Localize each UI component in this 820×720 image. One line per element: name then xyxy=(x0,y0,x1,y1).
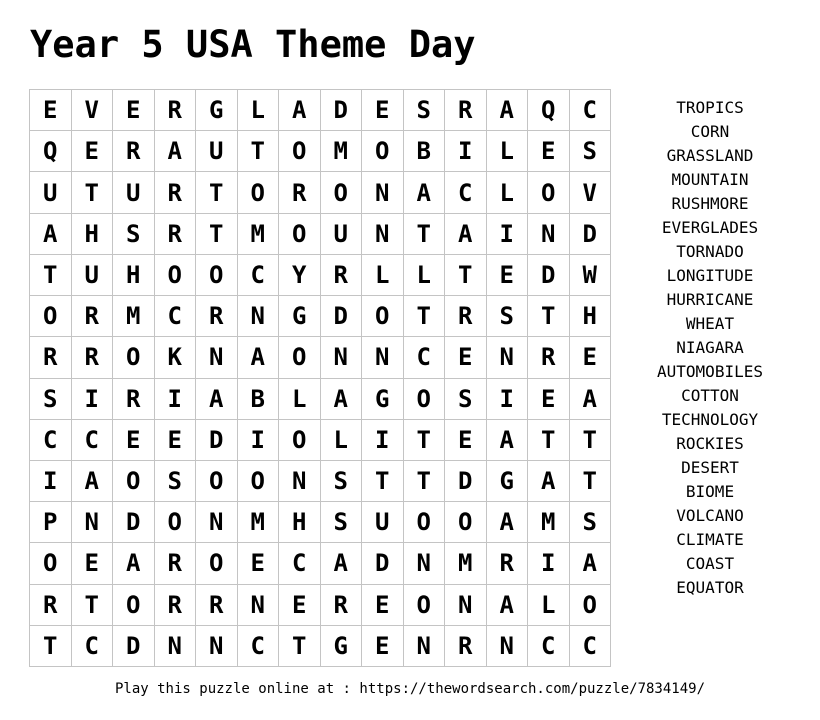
grid-cell[interactable]: T xyxy=(72,172,114,213)
grid-cell[interactable]: S xyxy=(487,296,529,337)
grid-cell[interactable]: O xyxy=(570,585,612,626)
grid-cell[interactable]: R xyxy=(321,255,363,296)
grid-cell[interactable]: A xyxy=(570,543,612,584)
grid-cell[interactable]: O xyxy=(404,379,446,420)
grid-cell[interactable]: I xyxy=(155,379,197,420)
word-list-item: EVERGLADES xyxy=(661,218,759,237)
grid-cell[interactable]: L xyxy=(487,131,529,172)
grid-cell[interactable]: E xyxy=(528,379,570,420)
grid-cell[interactable]: A xyxy=(155,131,197,172)
grid-cell[interactable]: I xyxy=(487,379,529,420)
grid-cell[interactable]: O xyxy=(362,296,404,337)
grid-cell[interactable]: T xyxy=(72,585,114,626)
grid-cell[interactable]: B xyxy=(404,131,446,172)
word-list-item: RUSHMORE xyxy=(671,194,749,213)
grid-cell[interactable]: A xyxy=(445,214,487,255)
word-list-item: CORN xyxy=(690,122,730,141)
grid-cell[interactable]: M xyxy=(238,214,280,255)
grid-cell[interactable]: L xyxy=(279,379,321,420)
grid-cell[interactable]: H xyxy=(113,255,155,296)
grid-cell[interactable]: L xyxy=(487,172,529,213)
word-list-item: WHEAT xyxy=(685,314,735,333)
grid-cell[interactable]: R xyxy=(30,337,72,378)
word-list-item: MOUNTAIN xyxy=(671,170,749,189)
grid-cell[interactable]: D xyxy=(362,543,404,584)
grid-cell[interactable]: S xyxy=(321,502,363,543)
grid-cell[interactable]: A xyxy=(404,172,446,213)
grid-cell[interactable]: H xyxy=(72,214,114,255)
grid-cell[interactable]: S xyxy=(30,379,72,420)
grid-cell[interactable]: O xyxy=(196,255,238,296)
grid-cell[interactable]: N xyxy=(238,296,280,337)
grid-cell[interactable]: N xyxy=(487,337,529,378)
word-list-item: VOLCANO xyxy=(676,506,744,525)
grid-cell[interactable]: L xyxy=(321,420,363,461)
grid-cell[interactable]: U xyxy=(196,131,238,172)
grid-cell[interactable]: D xyxy=(321,90,363,131)
word-list-item: COAST xyxy=(685,554,735,573)
grid-cell[interactable]: M xyxy=(113,296,155,337)
grid-cell[interactable]: N xyxy=(196,337,238,378)
grid-cell[interactable]: A xyxy=(196,379,238,420)
grid-cell[interactable]: C xyxy=(30,420,72,461)
grid-cell[interactable]: O xyxy=(196,461,238,502)
grid-cell[interactable]: O xyxy=(279,337,321,378)
grid-cell[interactable]: E xyxy=(362,626,404,667)
grid-cell[interactable]: U xyxy=(30,172,72,213)
grid-cell[interactable]: T xyxy=(362,461,404,502)
word-list-item: COTTON xyxy=(681,386,739,405)
grid-cell[interactable]: N xyxy=(528,214,570,255)
grid-cell[interactable]: C xyxy=(404,337,446,378)
grid-cell[interactable]: O xyxy=(30,543,72,584)
grid-cell[interactable]: T xyxy=(404,296,446,337)
grid-cell[interactable]: U xyxy=(113,172,155,213)
grid-cell[interactable]: T xyxy=(404,214,446,255)
grid-cell[interactable]: A xyxy=(279,90,321,131)
grid-cell[interactable]: N xyxy=(196,502,238,543)
grid-cell[interactable]: N xyxy=(487,626,529,667)
grid-cell[interactable]: M xyxy=(321,131,363,172)
grid-cell[interactable]: O xyxy=(113,585,155,626)
grid-cell[interactable]: T xyxy=(404,420,446,461)
grid-cell[interactable]: G xyxy=(362,379,404,420)
grid-cell[interactable]: S xyxy=(155,461,197,502)
grid-cell[interactable]: L xyxy=(238,90,280,131)
grid-cell[interactable]: C xyxy=(238,255,280,296)
grid-cell[interactable]: I xyxy=(72,379,114,420)
grid-cell[interactable]: R xyxy=(196,296,238,337)
puzzle-link[interactable]: https://thewordsearch.com/puzzle/7834149/ xyxy=(359,681,705,697)
grid-cell[interactable]: O xyxy=(30,296,72,337)
grid-cell[interactable]: O xyxy=(279,214,321,255)
grid-cell[interactable]: Q xyxy=(528,90,570,131)
grid-cell[interactable]: N xyxy=(362,337,404,378)
grid-cell[interactable]: A xyxy=(238,337,280,378)
grid-cell[interactable]: R xyxy=(113,379,155,420)
grid-cell[interactable]: G xyxy=(279,296,321,337)
grid-cell[interactable]: N xyxy=(72,502,114,543)
grid-cell[interactable]: N xyxy=(404,543,446,584)
grid-cell[interactable]: R xyxy=(113,131,155,172)
grid-cell[interactable]: G xyxy=(487,461,529,502)
grid-cell[interactable]: N xyxy=(321,337,363,378)
grid-cell[interactable]: T xyxy=(30,626,72,667)
grid-cell[interactable]: O xyxy=(445,502,487,543)
grid-cell[interactable]: E xyxy=(487,255,529,296)
grid-cell[interactable]: L xyxy=(362,255,404,296)
grid-cell[interactable]: M xyxy=(238,502,280,543)
grid-cell[interactable]: R xyxy=(445,90,487,131)
grid-cell[interactable]: E xyxy=(445,337,487,378)
grid-cell[interactable]: N xyxy=(362,172,404,213)
grid-cell[interactable]: N xyxy=(362,214,404,255)
grid-cell[interactable]: A xyxy=(30,214,72,255)
grid-cell[interactable]: A xyxy=(487,420,529,461)
grid-cell[interactable]: O xyxy=(404,585,446,626)
grid-cell[interactable]: Q xyxy=(30,131,72,172)
grid-cell[interactable]: A xyxy=(321,379,363,420)
grid-cell[interactable]: E xyxy=(113,90,155,131)
word-list-item: TORNADO xyxy=(676,242,744,261)
grid-cell[interactable]: T xyxy=(279,626,321,667)
grid-cell[interactable]: R xyxy=(72,337,114,378)
word-list-item: BIOME xyxy=(685,482,735,501)
grid-cell[interactable]: T xyxy=(445,255,487,296)
grid-cell[interactable]: D xyxy=(113,502,155,543)
word-list-item: NIAGARA xyxy=(676,338,744,357)
grid-cell[interactable]: D xyxy=(196,420,238,461)
grid-cell[interactable]: U xyxy=(321,214,363,255)
grid-cell[interactable]: A xyxy=(72,461,114,502)
grid-cell[interactable]: O xyxy=(528,172,570,213)
grid-cell[interactable]: O xyxy=(155,255,197,296)
grid-cell[interactable]: B xyxy=(238,379,280,420)
grid-cell[interactable]: T xyxy=(238,131,280,172)
grid-cell[interactable]: C xyxy=(238,626,280,667)
grid-cell[interactable]: I xyxy=(362,420,404,461)
grid-cell[interactable]: S xyxy=(445,379,487,420)
grid-cell[interactable]: E xyxy=(362,585,404,626)
grid-cell[interactable]: E xyxy=(528,131,570,172)
grid-cell[interactable]: R xyxy=(487,543,529,584)
grid-cell[interactable]: L xyxy=(404,255,446,296)
grid-cell[interactable]: G xyxy=(196,90,238,131)
grid-cell[interactable]: S xyxy=(404,90,446,131)
grid-cell[interactable]: O xyxy=(196,543,238,584)
grid-cell[interactable]: O xyxy=(362,131,404,172)
grid-cell[interactable]: E xyxy=(279,585,321,626)
grid-cell[interactable]: C xyxy=(155,296,197,337)
grid-cell[interactable]: M xyxy=(528,502,570,543)
grid-cell[interactable]: A xyxy=(113,543,155,584)
grid-cell[interactable]: O xyxy=(238,461,280,502)
grid-cell[interactable]: D xyxy=(570,214,612,255)
grid-cell[interactable]: E xyxy=(72,131,114,172)
grid-cell[interactable]: P xyxy=(30,502,72,543)
grid-cell[interactable]: D xyxy=(113,626,155,667)
grid-cell[interactable]: W xyxy=(570,255,612,296)
grid-cell[interactable]: I xyxy=(30,461,72,502)
grid-cell[interactable]: E xyxy=(238,543,280,584)
grid-cell[interactable]: A xyxy=(487,90,529,131)
grid-cell[interactable]: S xyxy=(321,461,363,502)
grid-cell[interactable]: N xyxy=(155,626,197,667)
grid-cell[interactable]: N xyxy=(404,626,446,667)
word-list-item: TROPICS xyxy=(676,98,744,117)
grid-cell[interactable]: H xyxy=(570,296,612,337)
grid-cell[interactable]: C xyxy=(570,90,612,131)
grid-cell[interactable]: O xyxy=(113,461,155,502)
grid-cell[interactable]: T xyxy=(196,172,238,213)
grid-cell[interactable]: M xyxy=(445,543,487,584)
grid-cell[interactable]: R xyxy=(155,585,197,626)
grid-cell[interactable]: C xyxy=(72,420,114,461)
grid-cell[interactable]: E xyxy=(113,420,155,461)
grid-cell[interactable]: I xyxy=(487,214,529,255)
grid-cell[interactable]: A xyxy=(528,461,570,502)
grid-cell[interactable]: O xyxy=(321,172,363,213)
grid-cell[interactable]: A xyxy=(487,585,529,626)
grid-cell[interactable]: A xyxy=(321,543,363,584)
grid-cell[interactable]: S xyxy=(570,502,612,543)
grid-cell[interactable]: Y xyxy=(279,255,321,296)
grid-cell[interactable]: R xyxy=(30,585,72,626)
puzzle-title: Year 5 USA Theme Day xyxy=(30,23,476,66)
word-list-item: LONGITUDE xyxy=(666,266,754,285)
grid-cell[interactable]: C xyxy=(445,172,487,213)
word-list-item: HURRICANE xyxy=(666,290,754,309)
word-list-item: ROCKIES xyxy=(676,434,744,453)
grid-cell[interactable]: T xyxy=(528,420,570,461)
grid-cell[interactable]: S xyxy=(113,214,155,255)
grid-cell[interactable]: R xyxy=(321,585,363,626)
grid-cell[interactable]: U xyxy=(72,255,114,296)
grid-cell[interactable]: E xyxy=(72,543,114,584)
word-list-item: DESERT xyxy=(681,458,739,477)
footer xyxy=(0,679,820,699)
grid-cell[interactable]: V xyxy=(570,172,612,213)
word-list-item: EQUATOR xyxy=(676,578,744,597)
grid-cell[interactable]: O xyxy=(404,502,446,543)
grid-cell[interactable]: R xyxy=(72,296,114,337)
grid-cell[interactable]: D xyxy=(445,461,487,502)
grid-cell[interactable]: E xyxy=(445,420,487,461)
grid-cell[interactable]: V xyxy=(72,90,114,131)
grid-cell[interactable]: K xyxy=(155,337,197,378)
word-list-item: GRASSLAND xyxy=(666,146,754,165)
grid-cell[interactable]: E xyxy=(155,420,197,461)
grid-cell[interactable]: O xyxy=(238,172,280,213)
word-list-item: CLIMATE xyxy=(676,530,744,549)
grid-cell[interactable]: E xyxy=(362,90,404,131)
grid-cell[interactable]: O xyxy=(113,337,155,378)
grid-cell[interactable]: N xyxy=(279,461,321,502)
grid-cell[interactable]: A xyxy=(487,502,529,543)
grid-cell[interactable]: E xyxy=(30,90,72,131)
grid-cell[interactable]: T xyxy=(570,461,612,502)
grid-cell[interactable]: D xyxy=(528,255,570,296)
grid-cell[interactable]: E xyxy=(570,337,612,378)
grid-cell[interactable]: A xyxy=(570,379,612,420)
grid-cell[interactable]: T xyxy=(528,296,570,337)
grid-cell[interactable]: N xyxy=(445,585,487,626)
grid-cell[interactable]: R xyxy=(279,172,321,213)
grid-cell[interactable]: R xyxy=(445,296,487,337)
grid-cell[interactable]: R xyxy=(196,585,238,626)
grid-cell[interactable]: I xyxy=(238,420,280,461)
grid-cell[interactable]: C xyxy=(279,543,321,584)
grid-cell[interactable]: R xyxy=(528,337,570,378)
grid-cell[interactable]: D xyxy=(321,296,363,337)
grid-cell[interactable]: O xyxy=(279,131,321,172)
grid-cell[interactable]: O xyxy=(279,420,321,461)
footer-prefix: Play this puzzle online at : xyxy=(114,681,360,697)
grid-cell[interactable]: T xyxy=(404,461,446,502)
grid-cell[interactable]: T xyxy=(196,214,238,255)
grid-cell[interactable]: C xyxy=(570,626,612,667)
grid-cell[interactable]: S xyxy=(570,131,612,172)
grid-cell[interactable]: G xyxy=(321,626,363,667)
grid-cell[interactable]: R xyxy=(155,543,197,584)
grid-cell[interactable]: H xyxy=(279,502,321,543)
grid-cell[interactable]: R xyxy=(445,626,487,667)
grid-cell[interactable]: N xyxy=(238,585,280,626)
grid-cell[interactable]: O xyxy=(155,502,197,543)
grid-cell[interactable]: U xyxy=(362,502,404,543)
grid-cell[interactable]: C xyxy=(528,626,570,667)
word-list xyxy=(640,96,780,600)
grid-cell[interactable]: I xyxy=(445,131,487,172)
word-list-item: TECHNOLOGY xyxy=(661,410,759,429)
grid-cell[interactable]: R xyxy=(155,214,197,255)
grid-cell[interactable]: C xyxy=(72,626,114,667)
grid-cell[interactable]: I xyxy=(528,543,570,584)
grid-cell[interactable]: N xyxy=(196,626,238,667)
letter-grid[interactable] xyxy=(29,89,611,667)
grid-cell[interactable]: R xyxy=(155,90,197,131)
grid-cell[interactable]: L xyxy=(528,585,570,626)
grid-cell[interactable]: R xyxy=(155,172,197,213)
grid-cell[interactable]: T xyxy=(30,255,72,296)
grid-cell[interactable]: T xyxy=(570,420,612,461)
word-list-item: AUTOMOBILES xyxy=(657,362,763,381)
